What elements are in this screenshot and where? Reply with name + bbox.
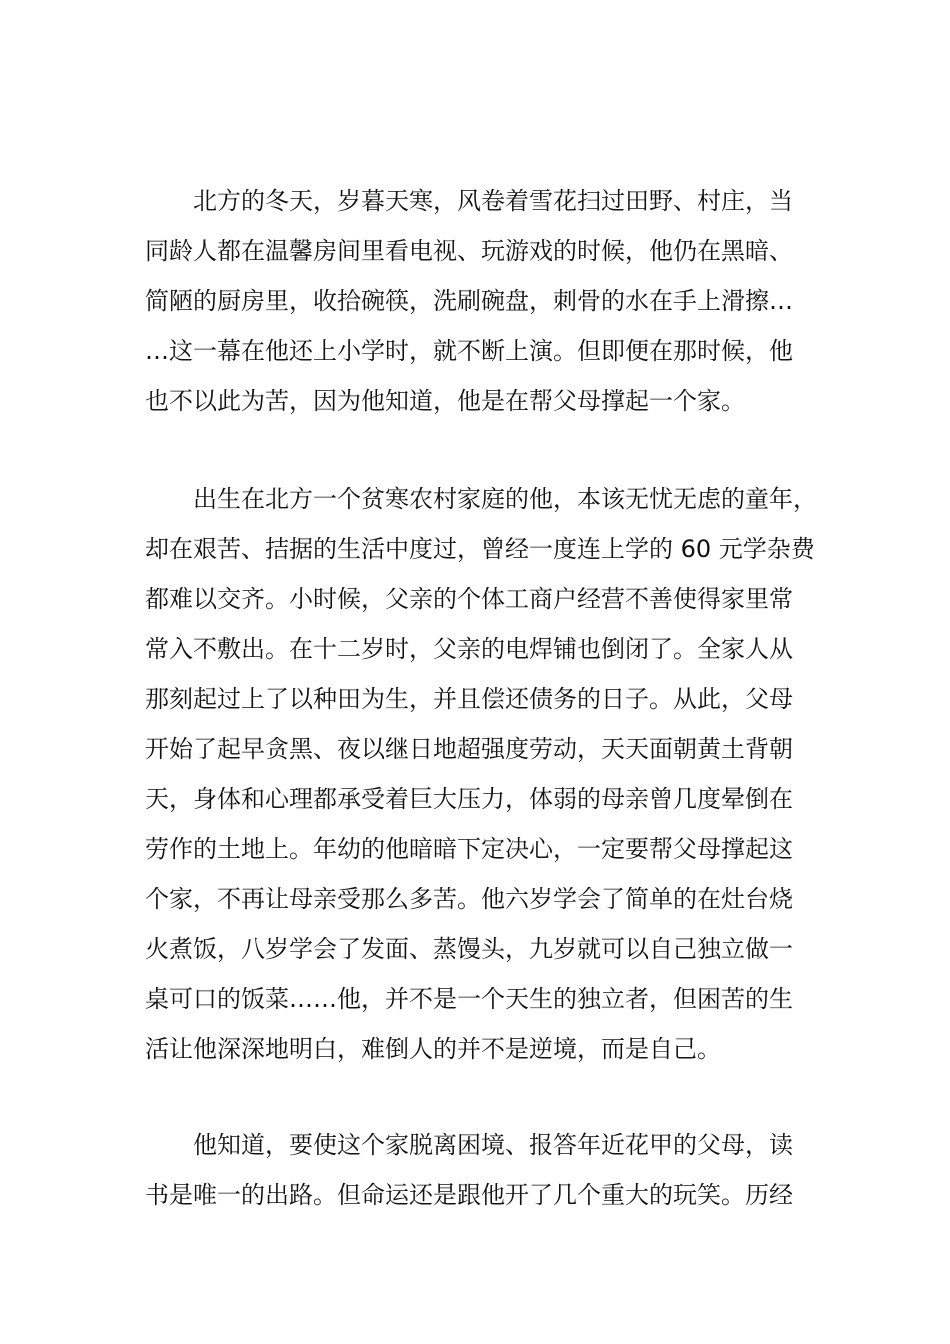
paragraph-line: 简陋的厨房里，收拾碗筷，洗刷碗盘，刺骨的水在手上滑擦… bbox=[145, 287, 793, 315]
paragraph-line: 却在艰苦、拮据的生活中度过，曾经一度连上学的 60 元学杂费 bbox=[145, 535, 815, 563]
paragraph-line: 个家，不再让母亲受那么多苦。他六岁学会了简单的在灶台烧 bbox=[145, 885, 793, 913]
paragraph-line: 开始了起早贪黑、夜以继日地超强度劳动，天天面朝黄土背朝 bbox=[145, 735, 793, 763]
paragraph-line: 同龄人都在温馨房间里看电视、玩游戏的时候，他仍在黑暗、 bbox=[145, 237, 793, 265]
paragraph-line: 常入不敷出。在十二岁时，父亲的电焊铺也倒闭了。全家人从 bbox=[145, 635, 793, 663]
paragraph-3 bbox=[145, 1120, 813, 1220]
paragraph-line: 活让他深深地明白，难倒人的并不是逆境，而是自己。 bbox=[145, 1035, 721, 1063]
paragraph-line: 他知道，要使这个家脱离困境、报答年近花甲的父母，读 bbox=[193, 1131, 793, 1159]
paragraph-line: 书是唯一的出路。但命运还是跟他开了几个重大的玩笑。历经 bbox=[145, 1181, 793, 1209]
paragraph-line: 天，身体和心理都承受着巨大压力，体弱的母亲曾几度晕倒在 bbox=[145, 785, 793, 813]
paragraph-line: 那刻起过上了以种田为生，并且偿还债务的日子。从此，父母 bbox=[145, 685, 793, 713]
paragraph-2 bbox=[145, 474, 817, 1074]
paragraph-line: 都难以交齐。小时候，父亲的个体工商户经营不善使得家里常 bbox=[145, 585, 793, 613]
paragraph-line: 也不以此为苦，因为他知道，他是在帮父母撑起一个家。 bbox=[145, 387, 745, 415]
paragraph-line: …这一幕在他还上小学时，就不断上演。但即便在那时候，他 bbox=[145, 337, 793, 365]
paragraph-line: 北方的冬天，岁暮天寒，风卷着雪花扫过田野、村庄，当 bbox=[193, 187, 793, 215]
paragraph-line: 出生在北方一个贫寒农村家庭的他，本该无忧无虑的童年， bbox=[193, 485, 817, 513]
paragraph-line: 劳作的土地上。年幼的他暗暗下定决心，一定要帮父母撑起这 bbox=[145, 835, 793, 863]
paragraph-line: 火煮饭，八岁学会了发面、蒸馒头，九岁就可以自己独立做一 bbox=[145, 935, 793, 963]
paragraph-1 bbox=[145, 176, 813, 426]
paragraph-line: 桌可口的饭菜……他，并不是一个天生的独立者，但困苦的生 bbox=[145, 985, 793, 1013]
